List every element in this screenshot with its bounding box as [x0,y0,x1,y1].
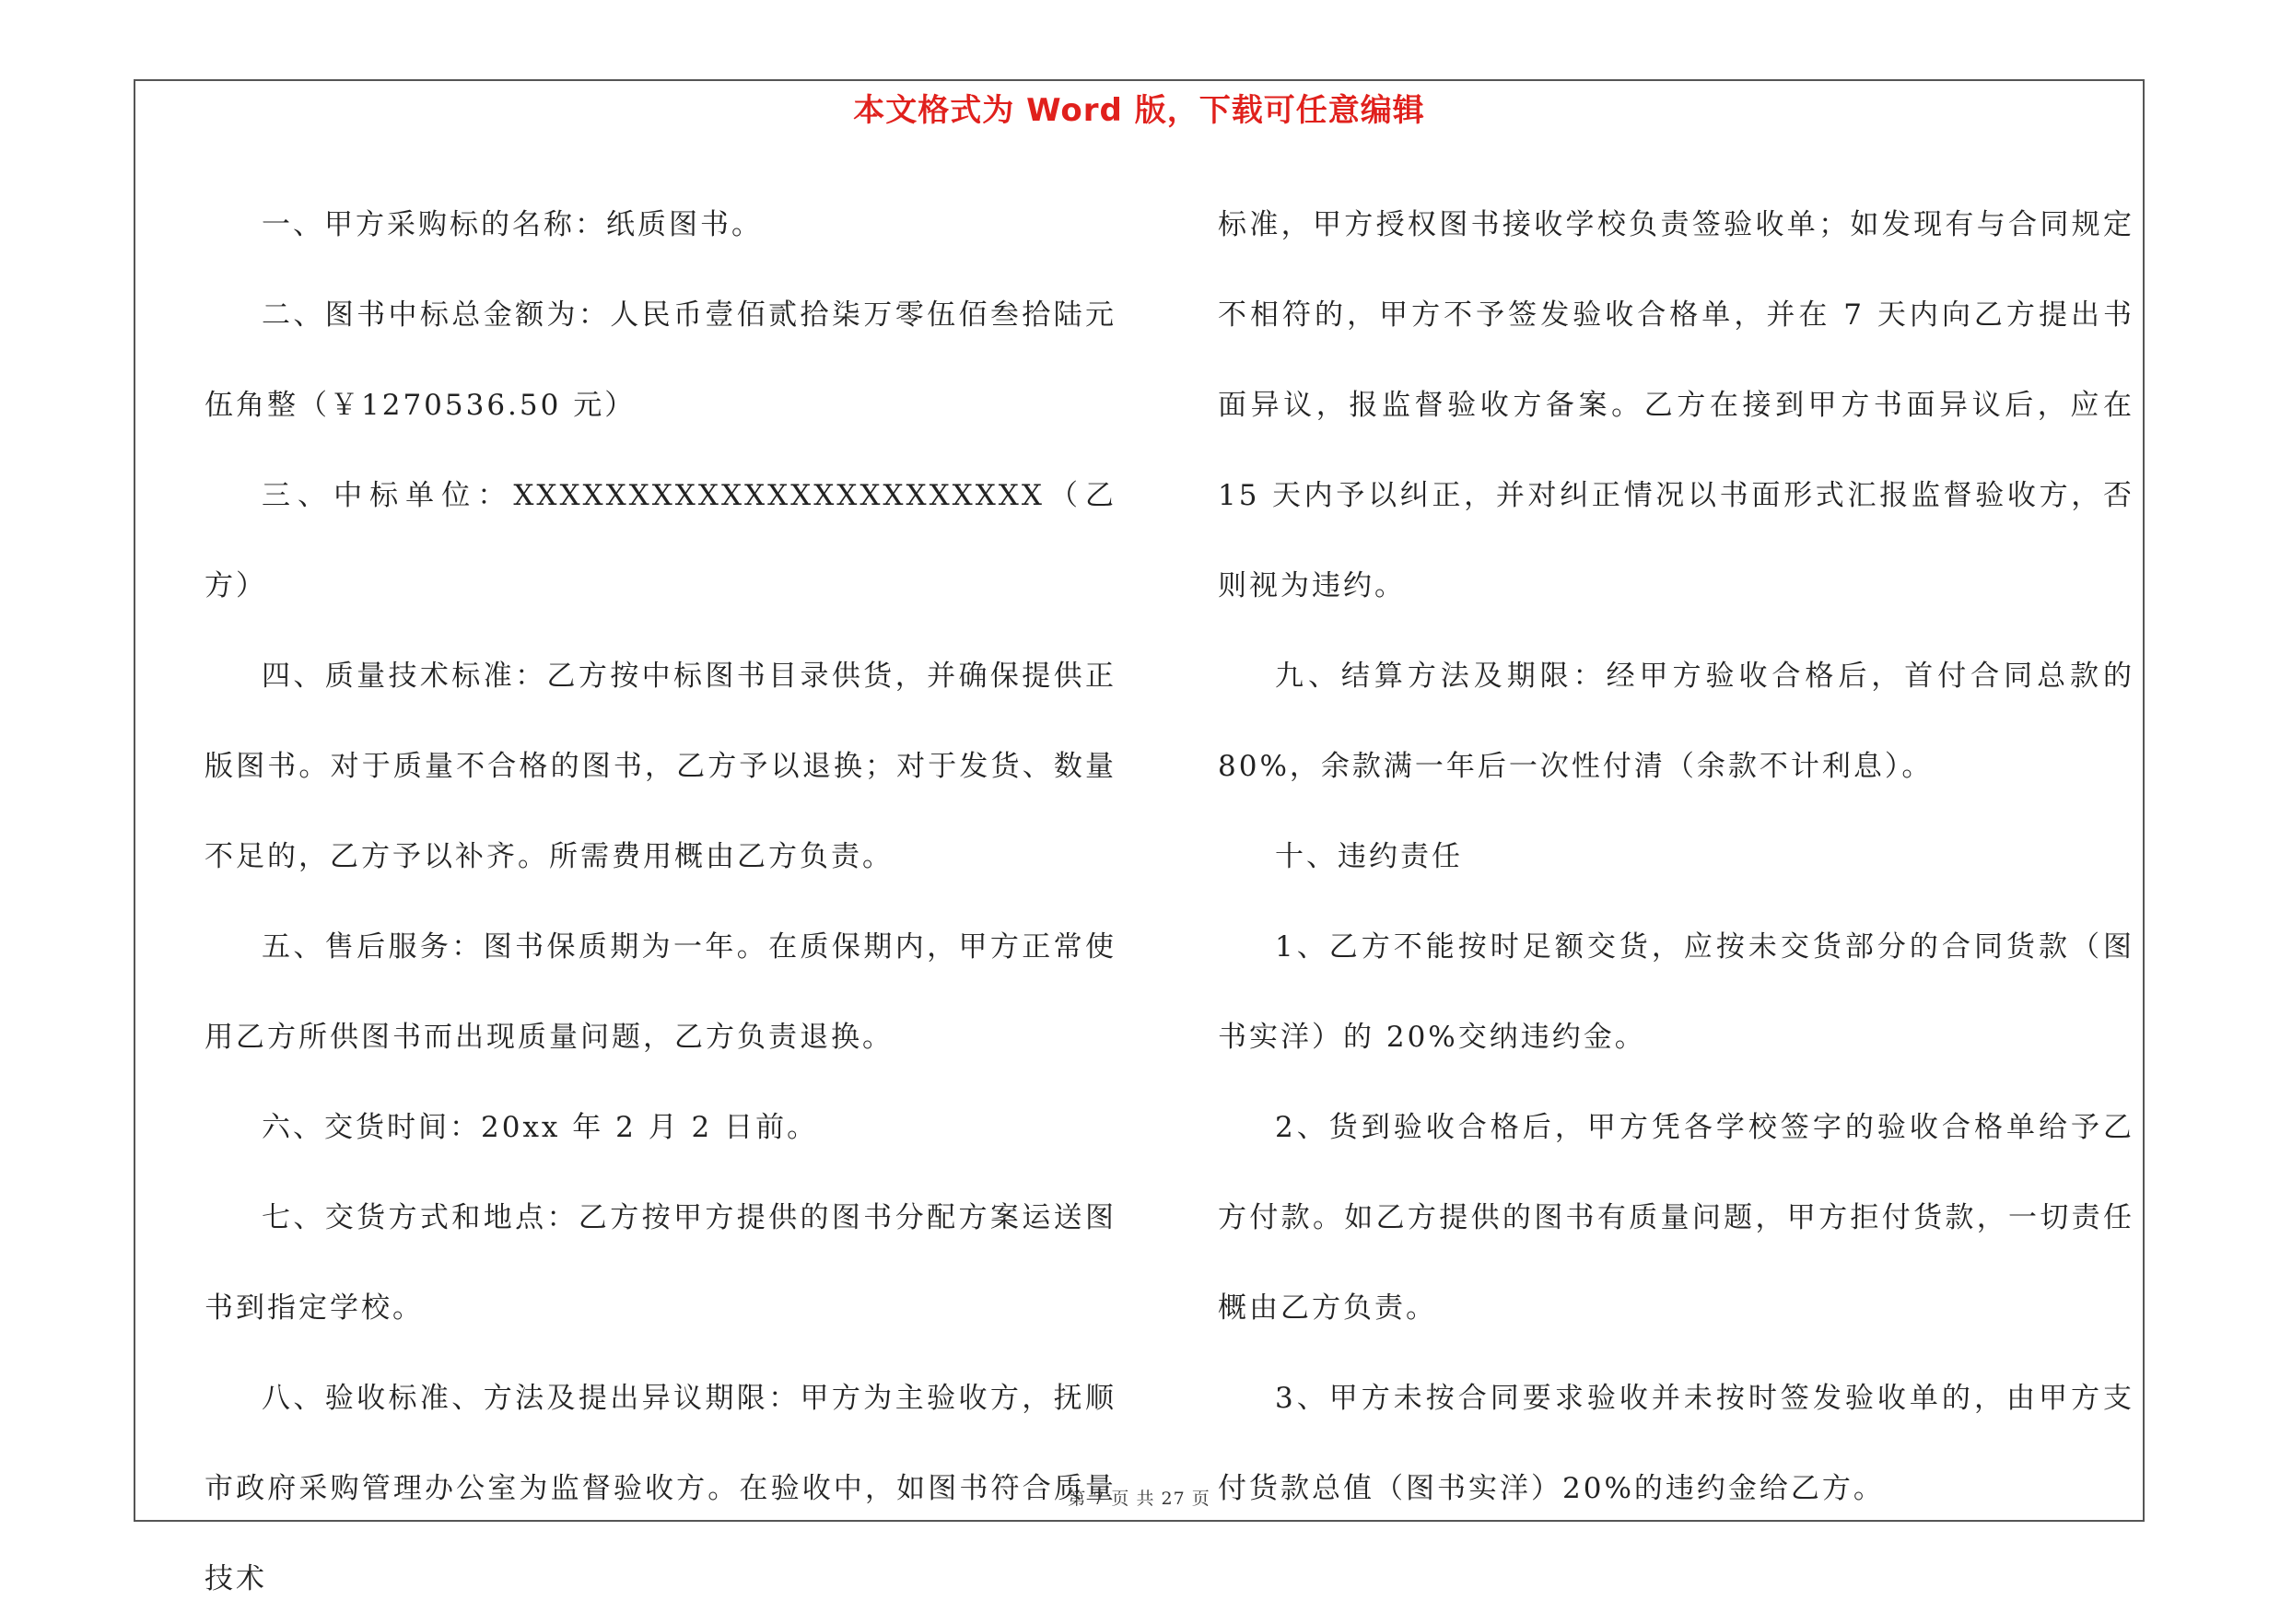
liability-item-1: 1、乙方不能按时足额交货，应按未交货部分的合同货款（图书实洋）的 20%交纳违约金。 [1218,930,2134,1054]
word-format-banner: 本文格式为 Word 版，下载可任意编辑 [853,92,1425,129]
clause-8-acceptance-standard: 八、验收标准、方法及提出异议期限：甲方为主验收方，抚顺市政府采购管理办公室为监督验收方。在验收中，如图书符合质量技术 [205,1382,1117,1595]
clause-8-continuation: 标准，甲方授权图书接收学校负责签验收单；如发现有与合同规定不相符的，甲方不予签发验收合格单，并在 7 天内向乙方提出书面异议，报监督验收方备案。乙方在接到甲方书面异议后，应在 15 天内予以纠正，并对纠正情况以书面形式汇报监督验收方，否则视为违约。 [1218,208,2134,602]
liability-item-2: 2、货到验收合格后，甲方凭各学校签字的验收合格单给予乙方付款。如乙方提供的图书有质量问题，甲方拒付货款，一切责任概由乙方负责。 [1218,1111,2134,1325]
clause-7-delivery-method: 七、交货方式和地点：乙方按甲方提供的图书分配方案运送图书到指定学校。 [205,1201,1117,1325]
clause-2-total-amount: 二、图书中标总金额为：人民币壹佰贰拾柒万零伍佰叁拾陆元伍角整（￥1270536.50 元） [205,298,1117,422]
left-column [205,180,1117,1624]
right-column [1218,180,2134,1534]
clause-1-subject: 一、甲方采购标的名称：纸质图书。 [262,208,763,241]
clause-4-quality-standard: 四、质量技术标准：乙方按中标图书目录供货，并确保提供正版图书。对于质量不合格的图书，乙方予以退换；对于发货、数量不足的，乙方予以补齐。所需费用概由乙方负责。 [205,660,1117,873]
clause-10-heading: 十、违约责任 [1275,840,1463,873]
liability-item-3: 3、甲方未按合同要求验收并未按时签发验收单的，由甲方支付货款总值（图书实洋）20%的违约金给乙方。 [1218,1382,2134,1505]
clause-5-after-sales: 五、售后服务：图书保质期为一年。在质保期内，甲方正常使用乙方所供图书而出现质量问题，乙方负责退换。 [205,930,1117,1054]
clause-3-winning-bidder: 三、中标单位：XXXXXXXXXXXXXXXXXXXXXXX（乙方） [205,479,1117,602]
clause-6-delivery-time: 六、交货时间：20xx 年 2 月 2 日前。 [262,1111,819,1144]
page-number: 第 7 页 共 27 页 [1068,1489,1210,1509]
clause-9-settlement: 九、结算方法及期限：经甲方验收合格后，首付合同总款的 80%，余款满一年后一次性付清（余款不计利息）。 [1218,660,2134,783]
